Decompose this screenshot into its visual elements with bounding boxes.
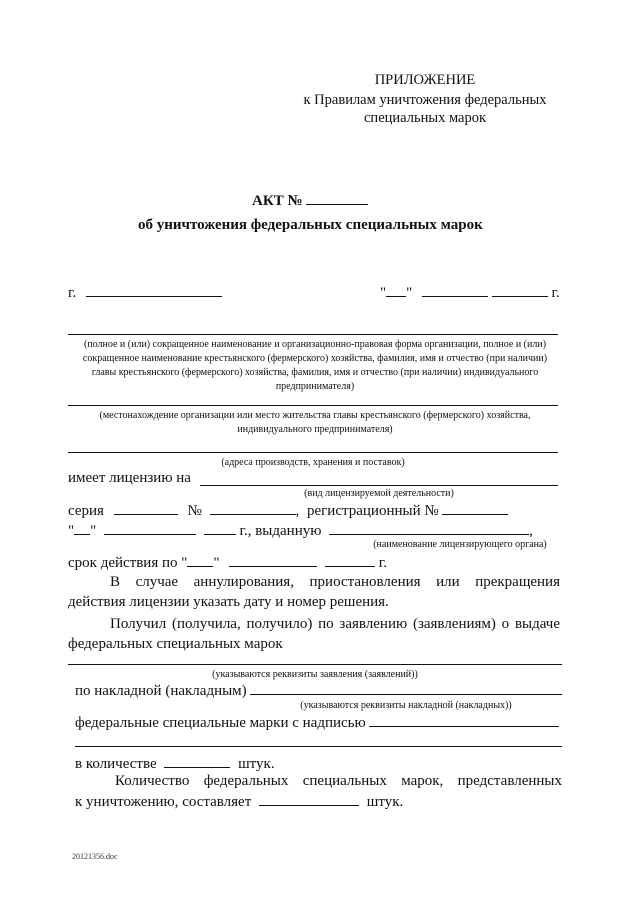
issue-year-blank[interactable]: [204, 522, 236, 535]
reg-number-label: регистрационный №: [307, 503, 439, 519]
validity-month-blank[interactable]: [229, 554, 317, 567]
total-pieces: штук.: [366, 794, 404, 810]
validity-quote-close: ": [213, 555, 220, 571]
waybill-label: по накладной (накладным): [75, 683, 247, 699]
act-title-text: АКТ №: [252, 193, 303, 209]
validity-quote-open: ": [181, 555, 188, 571]
location-line[interactable]: [68, 405, 558, 406]
rules-reference-line2: специальных марок: [364, 110, 486, 126]
stamps-label: федеральные специальные марки с надписью: [75, 715, 366, 731]
validity-year-blank[interactable]: [325, 554, 375, 567]
addresses-caption: (адреса производств, хранения и поставок): [221, 457, 405, 468]
series-blank[interactable]: [114, 502, 178, 515]
issue-quote-open: ": [68, 523, 75, 539]
addresses-line[interactable]: [68, 452, 558, 453]
year-suffix: г.: [551, 285, 560, 301]
footer-filename: 20121356.doc: [72, 852, 118, 861]
quantity-blank[interactable]: [164, 755, 230, 768]
issue-quote-close: ": [90, 523, 97, 539]
date-field: [380, 284, 560, 302]
license-activity-line[interactable]: [200, 485, 558, 486]
application-caption: (указываются реквизиты заявления (заявлений)): [212, 669, 418, 680]
validity-day-blank[interactable]: [187, 554, 213, 567]
city-blank[interactable]: [86, 284, 222, 297]
quantity-row: [75, 755, 275, 773]
number-sign: №: [187, 503, 202, 519]
act-number-blank[interactable]: [306, 192, 368, 205]
issuer-blank[interactable]: [329, 522, 529, 535]
org-name-caption: (полное и (или) сокращенное наименование и организационно-правовая форма организации, полное и (или) сокращенное наименование крестьянского (фермерского) хозяйства, фамилия, имя и отчество (при наличии) главы крестьянского (фермерского) хозяйства, фамилия, имя и отчество (при наличии) индивидуального предпринимателя): [82, 339, 548, 392]
license-label: имеет лицензию на: [68, 470, 191, 486]
issuer-caption: (наименование лицензирующего органа): [373, 539, 547, 550]
quantity-pieces: штук.: [238, 756, 275, 772]
validity-row: [68, 554, 387, 572]
activity-caption: (вид лицензируемой деятельности): [304, 488, 454, 499]
org-name-line[interactable]: [68, 334, 558, 335]
location-caption: (местонахождение организации или место жительства главы крестьянского (фермерского) хозяйства, индивидуального предпринимателя): [99, 410, 531, 435]
issue-day-blank[interactable]: [74, 522, 90, 535]
waybill-blank[interactable]: [250, 682, 562, 695]
received-line2: федеральных специальных марок: [68, 636, 283, 652]
city-field: [68, 284, 222, 302]
series-label: серия: [68, 503, 104, 519]
application-line[interactable]: [68, 664, 562, 665]
license-number-blank[interactable]: [210, 502, 296, 515]
issue-row: " " г., выданную ,: [68, 523, 533, 539]
annulment-line2: действия лицензии указать дату и номер решения.: [68, 594, 389, 610]
issue-month-blank[interactable]: [104, 522, 196, 535]
waybill-caption: (указываются реквизиты накладной (накладных)): [300, 700, 512, 711]
city-prefix: г.: [68, 285, 77, 301]
series-row: серия № , регистрационный №: [68, 502, 508, 520]
day-blank[interactable]: [386, 284, 406, 297]
waybill-row: [75, 682, 562, 700]
inscription-blank[interactable]: [369, 714, 559, 727]
act-subtitle: об уничтожения федеральных специальных марок: [138, 217, 483, 233]
act-title: [252, 192, 368, 210]
date-quote-open: ": [380, 285, 387, 301]
validity-label: срок действия по: [68, 555, 178, 571]
appendix-heading: ПРИЛОЖЕНИЕ: [374, 72, 476, 88]
received-line1: Получил (получила, получило) по заявлению (заявлениям) о выдаче: [110, 616, 560, 632]
total-line1: Количество федеральных специальных марок, представленных: [115, 773, 562, 789]
reg-number-blank[interactable]: [442, 502, 508, 515]
stamps-row: [75, 714, 559, 732]
total-label: к уничтожению, составляет: [75, 794, 252, 810]
quantity-label: в количестве: [75, 756, 157, 772]
validity-year-suffix: г.: [378, 555, 387, 571]
inscription-continuation-line[interactable]: [75, 746, 562, 747]
year-blank[interactable]: [492, 284, 548, 297]
total-blank[interactable]: [259, 793, 359, 806]
issued-by-label: г., выданную: [239, 523, 322, 539]
rules-reference-line1: к Правилам уничтожения федеральных: [303, 92, 547, 108]
month-blank[interactable]: [422, 284, 488, 297]
annulment-line1: В случае аннулирования, приостановления или прекращения: [110, 574, 560, 590]
total-row: [75, 793, 403, 811]
date-quote-close: ": [406, 285, 413, 301]
